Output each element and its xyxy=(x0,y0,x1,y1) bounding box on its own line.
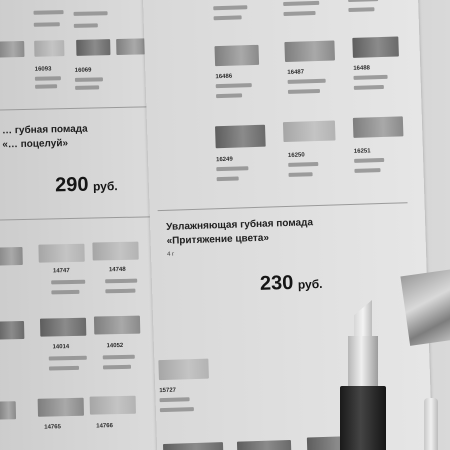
shade-swatch xyxy=(0,321,24,340)
price: 230 руб. xyxy=(259,271,323,295)
shade-swatch xyxy=(116,38,146,55)
shade-code: 16251 xyxy=(353,148,371,155)
shade-swatch xyxy=(40,318,86,337)
shade-swatch xyxy=(34,40,64,57)
lip-gloss-tube-image xyxy=(424,398,438,450)
promo-picture xyxy=(400,268,450,346)
shade-code: 16486 xyxy=(215,73,233,81)
shade-code: 16093 xyxy=(34,66,52,73)
shade-swatch xyxy=(215,45,260,66)
shade-swatch xyxy=(283,120,336,142)
shade-code: 14747 xyxy=(52,268,70,275)
shade-code: 16488 xyxy=(353,65,371,72)
product-title: … губная помада xyxy=(1,123,88,137)
shade-swatch xyxy=(353,116,404,138)
shade-code: 16069 xyxy=(74,67,92,74)
catalog-page-left xyxy=(0,0,167,450)
shade-swatch xyxy=(158,359,209,381)
shade-code: 16250 xyxy=(287,152,305,159)
shade-code: 15727 xyxy=(159,387,177,395)
product-title: Увлажняющая губная помада xyxy=(165,217,314,233)
lipstick-image xyxy=(340,300,392,450)
shade-swatch xyxy=(237,440,291,450)
shade-code: 14014 xyxy=(52,344,70,351)
shade-swatch xyxy=(92,242,138,261)
shade-swatch xyxy=(38,398,84,417)
shade-code: 14765 xyxy=(44,424,61,431)
product-subtitle: «Притяжение цвета» xyxy=(166,232,270,247)
shade-swatch xyxy=(0,247,23,266)
price: 290 руб. xyxy=(54,173,118,197)
shade-swatch xyxy=(352,36,399,57)
product-subtitle: «… поцелуй» xyxy=(2,138,69,151)
shade-code: 16487 xyxy=(287,69,305,76)
shade-swatch xyxy=(94,316,140,335)
shade-swatch xyxy=(90,396,136,415)
shade-code: 14748 xyxy=(108,266,126,274)
product-volume: 4 г xyxy=(166,251,175,258)
shade-code: 14052 xyxy=(106,342,124,350)
shade-swatch xyxy=(0,41,24,58)
shade-swatch xyxy=(284,40,335,62)
shade-swatch xyxy=(163,442,223,450)
shade-swatch xyxy=(76,39,110,56)
shade-swatch xyxy=(215,125,266,149)
shade-swatch xyxy=(38,244,84,263)
shade-code: 14766 xyxy=(96,423,113,430)
shade-swatch xyxy=(0,401,16,419)
shade-code: 16249 xyxy=(215,156,233,164)
